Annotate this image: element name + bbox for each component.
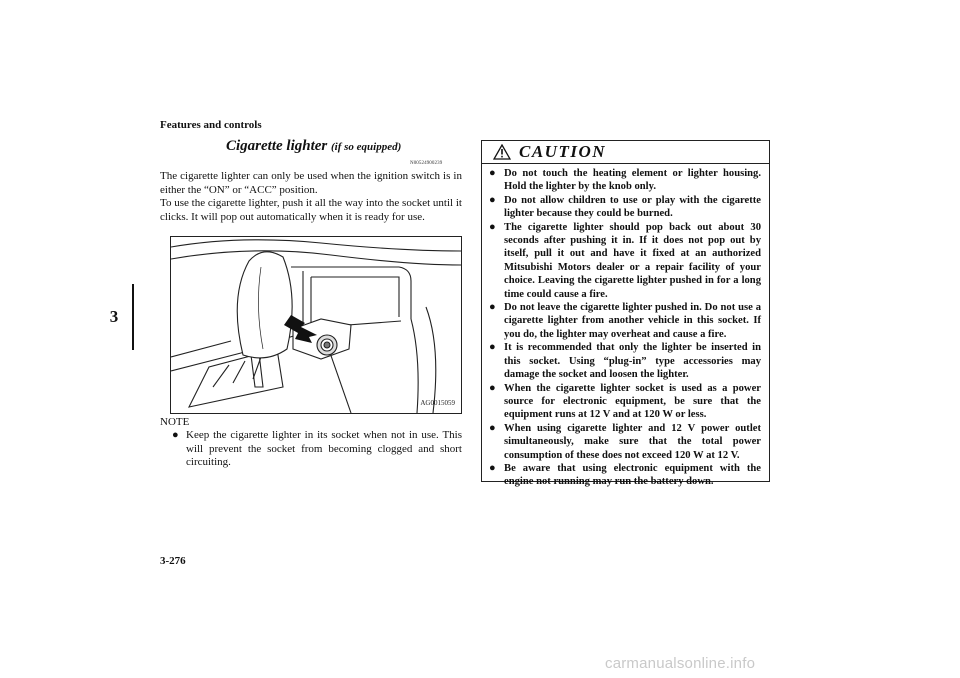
page-number: 3-276 [160, 555, 186, 567]
figure-code: AG0015059 [420, 399, 455, 407]
caution-item [489, 422, 761, 462]
intro-text [160, 170, 462, 224]
caution-box [481, 140, 770, 488]
caution-text: Do not touch the heating element or lighter housing. Hold the lighter by the knob only. [504, 168, 761, 193]
console-drawing [171, 237, 461, 413]
caution-text: The cigarette lighter should pop back out about 30 seconds after pushing it in. If it does not pop out by itself, pull it out and have it fixed at an authorized Mitsubishi Motors dealer or a repair facility of your choice. Leaving the cigarette lighter pushed in for a long time could cause a fire. [504, 221, 761, 300]
caution-text: It is recommended that only the lighter be inserted in this socket. Using “plug-in” type accessories may damage the socket and loosen the lighter. [504, 342, 761, 381]
caution-item [489, 194, 761, 221]
bullet-icon: ● [172, 429, 179, 441]
bullet-icon: ● [489, 220, 496, 233]
note-text: Keep the cigarette lighter in its socket when not in use. This will prevent the socket from becoming clogged and short circuiting. [186, 429, 462, 469]
caution-item [489, 221, 761, 301]
note-label: NOTE [160, 416, 190, 428]
intro-paragraph: The cigarette lighter can only be used when the ignition switch is in either the “ON” or “ACC” position. [160, 170, 462, 196]
section-code: N00524900239 [410, 161, 443, 166]
section-title-text: Cigarette lighter [226, 138, 328, 154]
warning-triangle-icon [493, 144, 511, 160]
caution-list [482, 164, 769, 489]
caution-title: CAUTION [519, 142, 607, 161]
caution-item [489, 382, 761, 422]
caution-text: When using cigarette lighter and 12 V power outlet simultaneously, make sure that the total power consumption of these does not exceed 120 W at 12 V. [504, 422, 761, 461]
caution-item [489, 341, 761, 381]
caution-text: When the cigarette lighter socket is used as a power source for electronic equipment, be sure that the equipment runs at 12 V and at 120 W or less. [504, 382, 761, 421]
caution-header [482, 141, 769, 164]
watermark: carmanualsonline.info [605, 655, 756, 672]
note-item [172, 429, 462, 470]
bullet-icon: ● [489, 461, 496, 474]
chapter-tab [96, 284, 134, 350]
caution-text: Do not leave the cigarette lighter pushed in. Do not use a cigarette lighter from another vehicle in this socket. If you do, the lighter may overheat and cause a fire. [504, 302, 761, 340]
caution-text: Do not allow children to use or play with the cigarette lighter because they could be burned. [504, 194, 761, 220]
bullet-icon: ● [489, 167, 496, 179]
section-subtitle: (if so equipped) [331, 141, 402, 153]
bullet-icon: ● [489, 301, 496, 314]
intro-paragraph: To use the cigarette lighter, push it all the way into the socket until it clicks. It will pop out automatically when it is ready for use. [160, 197, 462, 223]
running-header: Features and controls [160, 119, 262, 131]
chapter-number: 3 [109, 307, 119, 326]
bullet-icon: ● [489, 381, 496, 394]
section-title [226, 138, 401, 155]
caution-text: Be aware that using electronic equipment with the engine not running may run the battery down. [504, 462, 761, 488]
bullet-icon: ● [489, 193, 496, 206]
caution-item [489, 462, 761, 489]
caution-item [489, 167, 761, 194]
cigarette-lighter-illustration [170, 236, 462, 414]
caution-item [489, 301, 761, 341]
bullet-icon: ● [489, 341, 496, 354]
bullet-icon: ● [489, 421, 496, 434]
